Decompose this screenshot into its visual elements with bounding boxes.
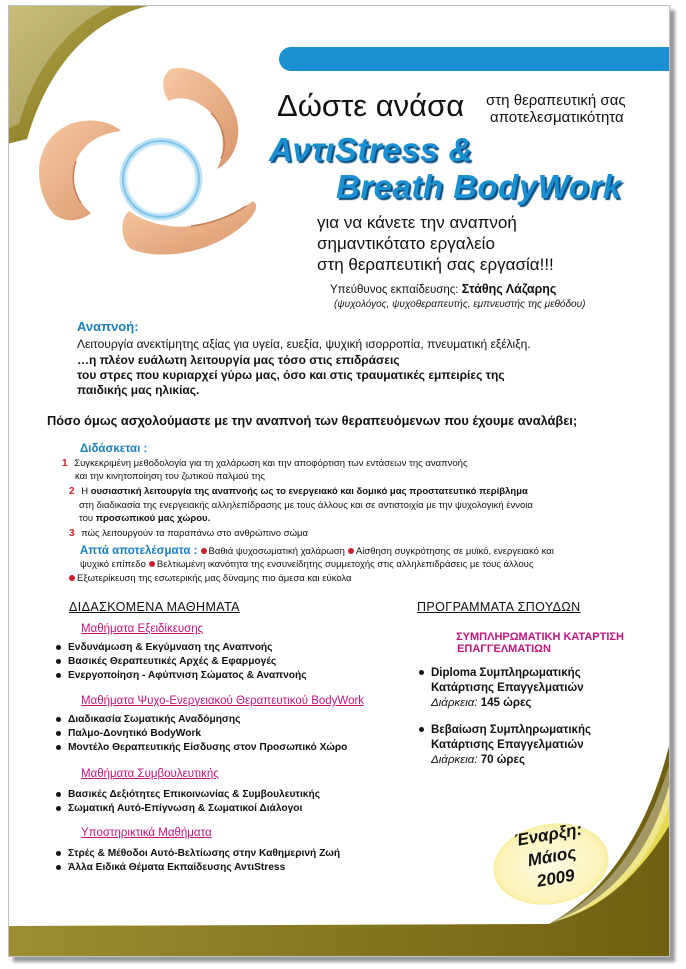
red-bullet-icon <box>201 548 207 554</box>
result-3: Βελτιωμένη ικανότητα της ενσυνείδητης συμμετοχής στις αλληλεπιδράσεις με τους άλλους <box>156 559 534 570</box>
programs-heading: ΠΡΟΓΡΑΜΜΑΤΑ ΣΠΟΥΔΩΝ <box>417 600 581 614</box>
results-line3 <box>66 573 352 585</box>
course-group-1-title: Μαθήματα Εξειδίκευσης <box>81 623 204 635</box>
taught-num-2: 2 <box>69 486 75 497</box>
main-question: Πόσο όμως ασχολούμαστε με την αναπνοή των θεραπευόμενων που έχουμε αναλάβει; <box>47 413 578 428</box>
taught-item-3 <box>69 528 308 540</box>
program-item-1 <box>419 666 581 681</box>
headline-sub-line1: στη θεραπευτική σας <box>486 92 626 109</box>
duration-label: Διάρκεια: <box>431 697 478 709</box>
start-month: Μάιος <box>526 842 578 871</box>
headline-sub-line2: αποτελεσματικότητα <box>490 109 624 126</box>
course-item-label: Παλμο-Δονητικό BodyWork <box>68 728 202 739</box>
taught-item-2-line3-bold: προσωπικού μας χώρου. <box>95 513 211 524</box>
course-item-label: Σωματική Αυτό-Επίγνωση & Σωματικοί Διάλογοι <box>68 803 303 814</box>
taught-item-2 <box>69 486 528 498</box>
trainer-label: Υπεύθυνος εκπαίδευσης: <box>330 284 459 296</box>
duration-label: Διάρκεια: <box>431 754 478 766</box>
course-item-label: Μοντέλο Θεραπευτικής Είσδυσης στον Προσωπικό Χώρο <box>68 742 348 753</box>
result-2-cont: ψυχικό επίπεδο <box>80 559 146 570</box>
flyer-page <box>8 5 670 957</box>
taught-item-2-line3 <box>79 513 210 525</box>
hands-ring-image <box>21 61 271 286</box>
taught-num-1: 1 <box>62 458 68 469</box>
courses-heading: ΔΙΔΑΣΚΟΜΕΝΑ ΜΑΘΗΜΑΤΑ <box>69 600 240 614</box>
program-1-line2: Κατάρτισης Επαγγελματιών <box>431 682 584 694</box>
headline-breath: Δώστε ανάσα <box>277 88 465 123</box>
taught-item-1-line1: Συγκεκριμένη μεθοδολογία για τη χαλάρωση και την αποφόρτιση των εντάσεων της αναπνοής <box>74 458 468 469</box>
course-group-4-title: Υποστηρικτικά Μαθήματα <box>81 827 212 839</box>
bullet-icon <box>56 645 61 650</box>
result-2: Αίσθηση συγκρότησης σε μυϊκό, ενεργειακό και <box>355 546 554 557</box>
taught-heading: Διδάσκεται : <box>80 443 148 455</box>
bullet-icon <box>56 659 61 664</box>
trainer-description: (ψυχολόγος, ψυχοθεραπευτής, εμπνευστής της μεθόδου) <box>334 299 586 310</box>
course-item <box>56 669 307 683</box>
purpose-line2: σημαντικότατο εργαλείο <box>317 234 495 253</box>
course-item-label: Βασικές Θεραπευτικές Αρχές & Εφαρμογές <box>68 656 277 667</box>
taught-item-1-line2: και την κινητοποίηση του ζωτικού παλμού της <box>75 471 265 482</box>
results-line1 <box>80 545 554 558</box>
taught-item-3-text: πώς λειτουργούν τα παραπάνω στο ανθρώπινο σώμα <box>81 528 308 539</box>
course-item <box>56 655 276 669</box>
trainer-name: Στάθης Λάζαρης <box>461 282 557 296</box>
red-bullet-icon <box>149 561 155 567</box>
bullet-icon <box>419 670 424 675</box>
course-item-label: Βασικές Δεξιότητες Επικοινωνίας & Συμβουλευτικής <box>68 789 321 800</box>
start-year: 2009 <box>535 865 577 891</box>
duration-value: 70 ώρες <box>480 754 525 766</box>
breathing-heading: Αναπνοή: <box>77 319 139 334</box>
course-group-3-title: Μαθήματα Συμβουλευτικής <box>81 768 219 780</box>
course-group-2-title: Μαθήματα Ψυχο-Ενεργειακού Θεραπευτικού BodyWork <box>81 695 365 707</box>
course-item-label: Διαδικασία Σωματικής Αναδόμησης <box>68 714 241 725</box>
taught-item-2-bold: ουσιαστική λειτουργία της αναπνοής ως το ενεργειακό και δομικό μας προστατευτικό περίβλημα <box>90 486 528 497</box>
course-item-label: Ενδυνάμωση & Εκγύμναση της Αναπνοής <box>68 642 273 653</box>
purpose-line1: για να κάνετε την αναπνοή <box>317 213 517 232</box>
breathing-line2: …η πλέον ευάλωτη λειτουργία μας τόσο στις επιδράσεις <box>77 353 400 367</box>
taught-item-2-line3-pre: του <box>79 513 94 524</box>
programs-sub-line1: ΣΥΜΠΛΗΡΩΜΑΤΙΚΗ ΚΑΤΑΡΤΙΣΗ <box>456 631 624 643</box>
breathing-line4: παιδικής μας ηλικίας. <box>77 383 200 397</box>
taught-num-3: 3 <box>69 528 75 539</box>
course-item-label: Άλλα Ειδικά Θέματα Εκπαίδευσης ΑντιStress <box>68 862 286 873</box>
course-item <box>56 641 272 655</box>
taught-item-2-pre: Η <box>81 486 89 497</box>
results-line2 <box>80 559 533 571</box>
program-2-line1: Βεβαίωση Συμπληρωματικής <box>431 724 591 736</box>
program-1-line1: Diploma Συμπληρωματικής <box>431 667 581 679</box>
duration-value: 145 ώρες <box>480 697 532 709</box>
purpose-line3: στη θεραπευτική σας εργασία!!! <box>317 255 554 274</box>
red-bullet-icon <box>69 575 75 581</box>
program-title-line1: ΑντιStress & <box>269 131 473 168</box>
red-bullet-icon <box>348 548 354 554</box>
results-heading: Απτά αποτελέσματα : <box>80 545 198 557</box>
taught-item-1 <box>62 458 468 470</box>
result-4: Εξωτερίκευση της εσωτερικής μας δύναμης πιο άμεσα και εύκολα <box>77 573 352 584</box>
result-1: Βαθιά ψυχοσωματική χαλάρωση <box>208 546 345 557</box>
programs-sub-line2: ΕΠΑΓΓΕΛΜΑΤΙΩΝ <box>457 643 551 655</box>
program-2-line2: Κατάρτισης Επαγγελματιών <box>431 739 584 751</box>
bullet-icon <box>56 673 61 678</box>
course-item-label: Ενεργοποίηση - Αφύπνιση Σώματος & Αναπνοής <box>68 670 307 681</box>
breathing-line1: Λειτουργία ανεκτίμητης αξίας για υγεία, ευεξία, ψυχική ισορροπία, πνευματική εξέλιξη. <box>77 337 531 351</box>
header-blue-bar <box>279 47 670 71</box>
course-item-label: Στρές & Μέθοδοι Αυτό-Βελτίωσης στην Καθημερινή Ζωή <box>68 848 341 859</box>
trainer-line <box>330 282 556 297</box>
program-title-line2: Breath BodyWork <box>336 168 622 205</box>
start-label: Έναρξη: <box>512 819 584 851</box>
breathing-line3: του στρες που κυριαρχεί γύρω μας, όσο και στις τραυματικές εμπειρίες της <box>77 368 505 382</box>
taught-item-2-line2: στη διαδικασία της ενεργειακής αλληλεπίδρασης με τους άλλους και σε αντιστοιχία με την ψυχολογική έννοια <box>79 500 533 511</box>
